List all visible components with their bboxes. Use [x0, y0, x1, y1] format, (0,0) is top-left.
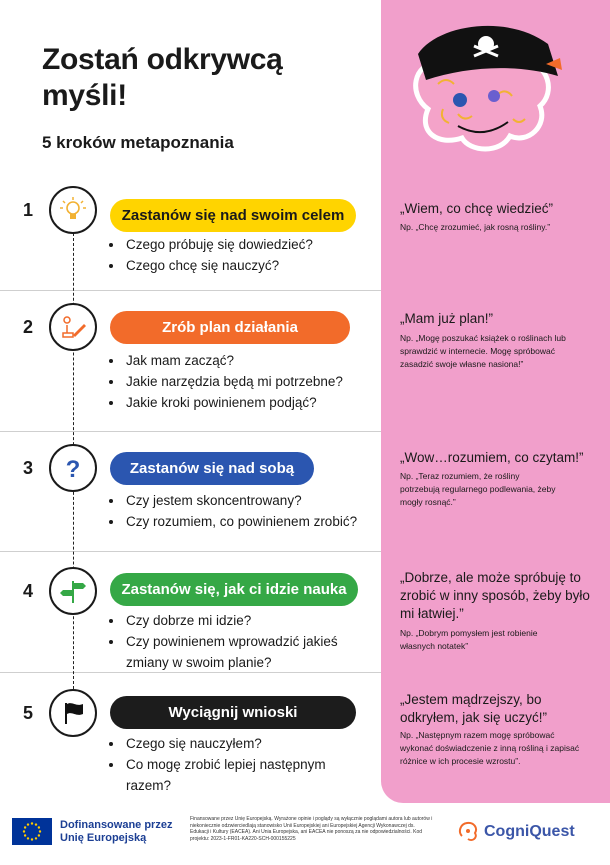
step-heading: Zastanów się nad swoim celem — [110, 199, 356, 232]
eu-line-2: Unię Europejską — [60, 831, 147, 844]
disclaimer: Finansowane przez Unię Europejską. Wyrażone opinie i poglądy są wyłącznie poglądami autora lub autorów i niekoniecznie odzwierciedlają stanowisko Unii Europejskiej ani Europejskiej Agencji Wykonawczej ds. Edukacji i Kultury (EACEA). Ani Unia Europejska, ani EACEA nie ponoszą za nie odpowiedzialności. Kod projektu: 2023-1-FR01-KA220-SCH-000155225 — [190, 816, 433, 842]
step-questions — [104, 234, 313, 276]
step-quote: „Mam już plan!” — [400, 311, 494, 326]
step-questions — [104, 733, 364, 796]
step-example: Np. „Następnym razem mogę spróbować wykonać doświadczenie z inną rośliną i zapisać różnice w ich procesie wzrostu”. — [400, 730, 580, 766]
signpost-icon — [59, 577, 87, 605]
step-quote: „Jestem mądrzejszy, bo odkryłem, jak się uczyć!” — [400, 692, 548, 725]
brain-logo-icon — [458, 820, 480, 844]
list-item: • Jakie kroki powinienem podjąć? — [124, 392, 343, 413]
list-item: • Czego chcę się nauczyć? — [124, 255, 313, 276]
step-quote: „Wiem, co chcę wiedzieć” — [400, 201, 554, 216]
list-item: • Czego się nauczyłem? — [124, 733, 364, 754]
step-icon-circle — [49, 444, 97, 492]
flag-icon — [59, 699, 87, 727]
svg-text:?: ? — [65, 456, 81, 482]
step-example: Np. „Dobrym pomysłem jest robienie własnych notatek” — [400, 628, 538, 651]
eu-line-1: Dofinansowane przez — [60, 818, 173, 831]
divider — [0, 290, 381, 291]
title-line-2: myśli! — [42, 79, 127, 112]
step-number: 3 — [22, 458, 33, 478]
cogniquest-logo — [458, 820, 575, 844]
list-item: • Co mogę zrobić lepiej następnym razem? — [124, 754, 364, 796]
list-item: • Czy rozumiem, co powinienem zrobić? — [124, 511, 357, 532]
divider — [0, 431, 381, 432]
title-line-1: Zostań odkrywcą — [42, 43, 283, 76]
step-icon-circle — [49, 567, 97, 615]
step-icon-circle — [49, 303, 97, 351]
step-example: Np. „Mogę poszukać książek o roślinach lub sprawdzić w internecie. Mogę spróbować zasadzić swoje własne nasiona!” — [400, 333, 566, 369]
step-quote: „Dobrze, ale może spróbuję to zrobić w inny sposób, żeby było mi łatwiej.” — [400, 570, 590, 621]
lightbulb-icon — [59, 196, 87, 224]
list-item: • Czy powinienem wprowadzić jakieś zmiany w swoim planie? — [124, 631, 374, 673]
list-item: • Czy jestem skoncentrowany? — [124, 490, 357, 511]
eu-text — [60, 819, 172, 845]
step-questions — [104, 610, 374, 673]
step-heading: Zastanów się nad sobą — [110, 452, 314, 485]
list-item: • Czego próbuję się dowiedzieć? — [124, 234, 313, 255]
subtitle: 5 kroków metapoznania — [42, 133, 234, 152]
step-questions — [104, 490, 357, 532]
step-quote: „Wow…rozumiem, co czytam!” — [400, 450, 584, 465]
step-number: 5 — [22, 703, 33, 723]
step-heading: Wyciągnij wnioski — [110, 696, 356, 729]
list-item: • Jakie narzędzia będą mi potrzebne? — [124, 371, 343, 392]
list-item: • Czy dobrze mi idzie? — [124, 610, 374, 631]
divider — [0, 551, 381, 552]
step-example: Np. „Teraz rozumiem, że rośliny potrzebują regularnego podlewania, żeby mogły rosnąć.” — [400, 471, 556, 507]
logo-text: CogniQuest — [484, 823, 575, 840]
eu-funding-badge — [12, 818, 172, 845]
plan-pencil-icon — [59, 313, 87, 341]
pirate-brain-illustration — [398, 14, 568, 174]
step-heading: Zrób plan działania — [110, 311, 350, 344]
eu-flag-icon — [12, 818, 52, 845]
step-number: 1 — [22, 200, 33, 220]
step-example: Np. „Chcę zrozumieć, jak rosną rośliny.” — [400, 222, 551, 232]
list-item: • Jak mam zacząć? — [124, 350, 343, 371]
step-icon-circle — [49, 186, 97, 234]
step-number: 4 — [22, 581, 33, 601]
step-heading: Zastanów się, jak ci idzie nauka — [110, 573, 358, 606]
page-title — [42, 42, 283, 114]
step-icon-circle — [49, 689, 97, 737]
step-questions — [104, 350, 343, 413]
question-mark-icon — [59, 454, 87, 482]
step-number: 2 — [22, 317, 33, 337]
